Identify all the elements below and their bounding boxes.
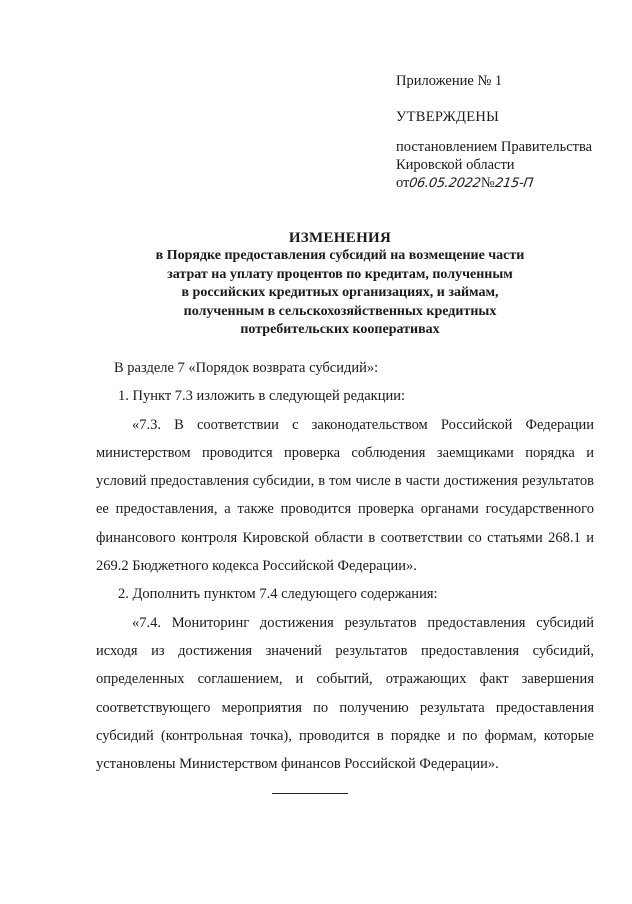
document-body xyxy=(96,354,594,778)
handwritten-date: 06.05.2022 xyxy=(408,176,482,191)
heading-title: ИЗМЕНЕНИЯ xyxy=(288,230,392,246)
heading-subtitle-line: потребительских кооперативах xyxy=(240,322,440,337)
heading-subtitle-line: в российских кредитных организациях, и займам, xyxy=(181,285,499,300)
document-heading xyxy=(120,229,560,340)
list-item-1: 1. Пункт 7.3 изложить в следующей редакции: xyxy=(118,388,406,405)
item-2-text: «7.4. Мониторинг достижения результатов предоставления субсидий исходя из достижения значений результатов предоставления субсидий, определенных соглашением, и событий, отражающих факт завершения соответствующего мероприятия по получению результата предоставления субсидий (контрольная точка), проводится в порядке и по формам, которые установлены Министерством финансов Российской Федерации». xyxy=(96,614,594,773)
list-item-2: 2. Дополнить пунктом 7.4 следующего содержания: xyxy=(118,586,438,603)
closing-line xyxy=(272,793,348,794)
heading-subtitle-line: в Порядке предоставления субсидий на возмещение части xyxy=(155,248,525,263)
decree-line: постановлением Правительства xyxy=(396,139,593,155)
decree-line: Кировской области xyxy=(396,157,515,173)
heading-subtitle-line: затрат на уплату процентов по кредитам, полученным xyxy=(167,266,513,282)
approved-label: УТВЕРЖДЕНЫ xyxy=(396,109,500,125)
handwritten-number: 215-П xyxy=(493,176,534,191)
date-prefix: от xyxy=(396,175,410,191)
heading-subtitle-line: полученным в сельскохозяйственных кредитных xyxy=(183,303,497,319)
section-intro: В разделе 7 «Порядок возврата субсидий»: xyxy=(114,360,379,376)
item-1-text: «7.3. В соответствии с законодательством Российской Федерации министерством проводится проверка соблюдения заемщиками порядка и условий предоставления субсидии, в том числе в части достижения результатов ее предоставления, а также проводится проверка органами государственного финансового контроля Кировской области в соответствии со статьями 268.1 и 269.2 Бюджетного кодекса Российской Федерации». xyxy=(96,416,594,575)
number-prefix: № xyxy=(480,175,495,191)
decree-reference xyxy=(396,138,626,193)
appendix-label: Приложение № 1 xyxy=(396,73,503,89)
decree-date-line xyxy=(396,174,626,193)
